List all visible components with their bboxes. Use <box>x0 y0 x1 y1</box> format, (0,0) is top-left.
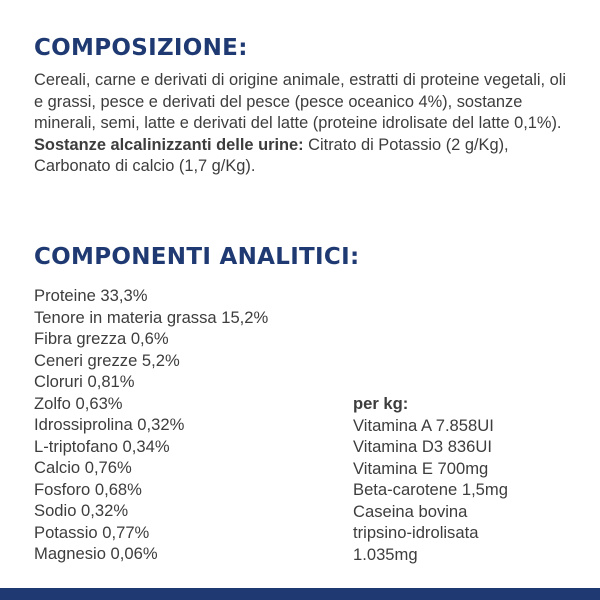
composition-paragraph <box>34 70 574 178</box>
list-item: Idrossiprolina 0,32% <box>34 415 185 434</box>
list-item: Zolfo 0,63% <box>34 393 123 413</box>
list-item: Proteine 33,3% <box>34 286 148 305</box>
list-item: Calcio 0,76% <box>34 458 132 477</box>
urine-alkalizer-text: Citrato di Potassio (2 g/Kg), Carbonato di calcio (1,7 g/Kg). <box>34 135 509 175</box>
list-item: Vitamina A 7.858UI <box>353 415 494 435</box>
list-item: 1.035mg <box>353 544 418 564</box>
per-kg-list <box>353 393 508 565</box>
analytical-list <box>34 285 268 565</box>
urine-alkalizer-label: Sostanze alcalinizzanti delle urine: <box>34 135 304 154</box>
list-item: Fibra grezza 0,6% <box>34 329 169 348</box>
list-item: Sodio 0,32% <box>34 501 129 520</box>
list-item: Cloruri 0,81% <box>34 372 135 391</box>
list-item: Ceneri grezze 5,2% <box>34 350 180 370</box>
list-item: Caseina bovina <box>353 501 468 521</box>
list-item: Fosforo 0,68% <box>34 479 142 499</box>
composition-heading: COMPOSIZIONE: <box>34 35 248 61</box>
list-item: Potassio 0,77% <box>34 522 150 542</box>
analytical-heading: COMPONENTI ANALITICI: <box>34 244 360 270</box>
list-item: Vitamina D3 836UI <box>353 437 492 456</box>
list-item: tripsino-idrolisata <box>353 523 479 542</box>
per-kg-label: per kg: <box>353 394 409 413</box>
list-item: Tenore in materia grassa 15,2% <box>34 307 269 327</box>
list-item: Beta-carotene 1,5mg <box>353 480 508 499</box>
list-item: L-triptofano 0,34% <box>34 436 170 456</box>
list-item: Vitamina E 700mg <box>353 458 489 478</box>
composition-text: Cereali, carne e derivati di origine animale, estratti di proteine vegetali, oli e grassi, pesce e derivati del pesce (pesce oceanico 4%), sostanze minerali, semi, latte e derivati del latte (proteine idrolisate del latte 0,1%). <box>34 71 567 132</box>
bottom-brand-bar <box>0 588 600 600</box>
list-item: Magnesio 0,06% <box>34 544 158 563</box>
